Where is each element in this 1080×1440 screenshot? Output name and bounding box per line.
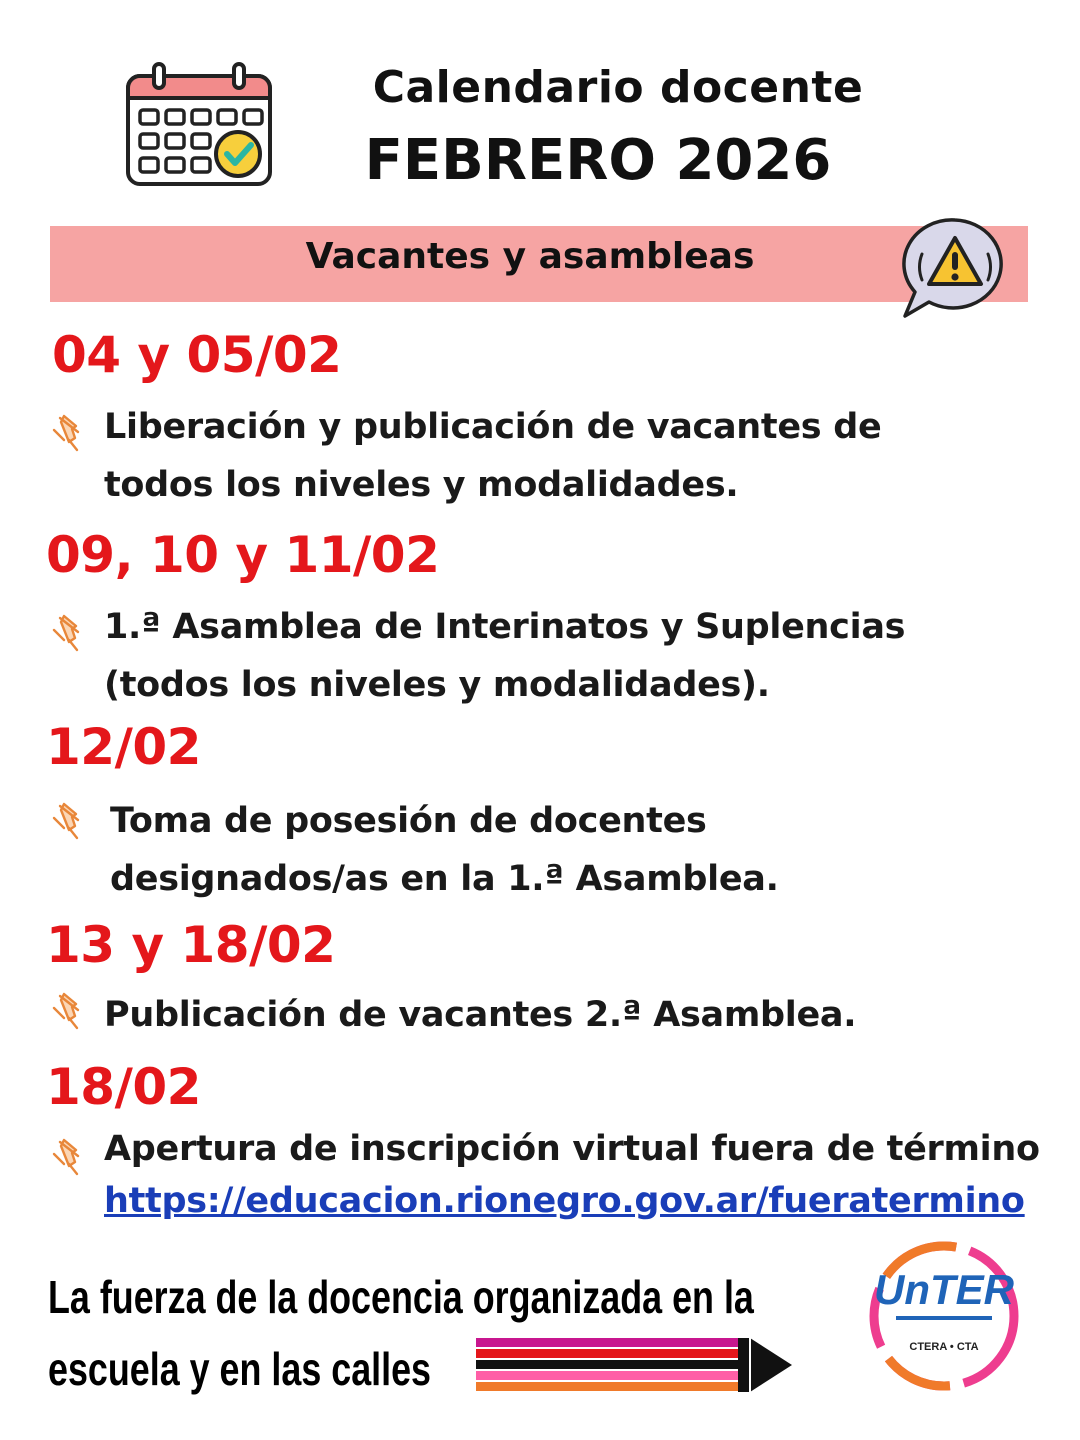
schedule-item-text: 1.ª Asamblea de Interinatos y Suplencias [104, 607, 906, 647]
pushpin-icon [48, 1136, 86, 1176]
schedule-date: 12/02 [46, 718, 201, 776]
page-subtitle-month: FEBRERO 2026 [364, 128, 832, 193]
section-banner-title: Vacantes y asambleas [305, 236, 755, 277]
footer-slogan-line-2: escuela y en las calles [48, 1343, 432, 1395]
schedule-item-text: (todos los niveles y modalidades). [104, 665, 770, 705]
schedule-item-text: Publicación de vacantes 2.ª Asamblea. [104, 995, 857, 1035]
pencil-stripes-icon [476, 1336, 796, 1394]
schedule-item-text: todos los niveles y modalidades. [104, 465, 739, 505]
pushpin-icon [48, 612, 86, 652]
registration-link[interactable]: https://educacion.rionegro.gov.ar/fueratermino [104, 1181, 1025, 1221]
schedule-item-text: Apertura de inscripción virtual fuera de término [104, 1129, 1040, 1169]
unter-union-logo [866, 1238, 1022, 1394]
pushpin-icon [48, 990, 86, 1030]
footer-slogan-line-1: La fuerza de la docencia organizada en la [48, 1271, 754, 1323]
page-title: Calendario docente [372, 62, 864, 113]
schedule-date: 18/02 [46, 1058, 201, 1116]
schedule-date: 13 y 18/02 [46, 916, 336, 974]
pushpin-icon [48, 412, 86, 452]
schedule-date: 04 y 05/02 [52, 326, 342, 384]
schedule-item-text: Toma de posesión de docentes [110, 801, 707, 841]
warning-speech-bubble-icon [900, 214, 1010, 320]
logo-subtext: CTERA • CTA [909, 1341, 979, 1353]
pushpin-icon [48, 800, 86, 840]
schedule-item-text: designados/as en la 1.ª Asamblea. [110, 859, 779, 899]
calendar-check-icon [124, 62, 274, 188]
schedule-date: 09, 10 y 11/02 [46, 526, 440, 584]
logo-text: UnTER [874, 1266, 1014, 1313]
schedule-item-text: Liberación y publicación de vacantes de [104, 407, 882, 447]
